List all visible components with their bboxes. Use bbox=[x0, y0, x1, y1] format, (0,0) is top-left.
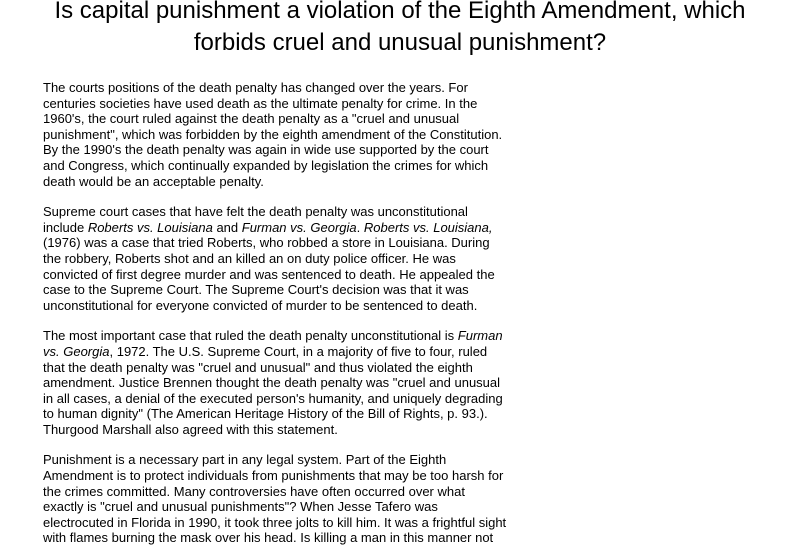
text-segment: the crimes committed. Many controversies have often occurred over what bbox=[43, 483, 465, 499]
text-segment: the robbery, Roberts shot and an killed an on duty police officer. He was bbox=[43, 250, 456, 266]
article-body bbox=[43, 80, 543, 559]
text-segment: (1976) was a case that tried Roberts, who robbed a store in Louisiana. During bbox=[43, 235, 490, 251]
case-name: Roberts vs. Louisiana bbox=[87, 219, 213, 235]
paragraph bbox=[43, 80, 543, 189]
paragraph-line bbox=[43, 360, 543, 376]
paragraph-line bbox=[43, 220, 543, 236]
text-segment: centuries societies have used death as the ultimate penalty for crime. In the bbox=[43, 95, 478, 111]
text-segment: death would be an acceptable penalty. bbox=[43, 173, 264, 189]
text-segment: and bbox=[212, 219, 242, 235]
paragraph-line bbox=[43, 127, 543, 143]
text-segment: and Congress, which continually expanded by legislation the crimes for which bbox=[43, 157, 489, 173]
text-segment: Amendment is to protect individuals from punishments that may be too harsh for bbox=[43, 468, 504, 484]
paragraph-line bbox=[43, 406, 543, 422]
paragraph-line bbox=[43, 468, 543, 484]
paragraph bbox=[43, 328, 543, 437]
text-segment: include bbox=[43, 219, 88, 235]
paragraph-line bbox=[43, 391, 543, 407]
paragraph-line bbox=[43, 174, 543, 190]
paragraph-line bbox=[43, 298, 543, 314]
case-name: Furman bbox=[457, 328, 503, 344]
paragraph-line bbox=[43, 328, 543, 344]
text-segment: . bbox=[356, 219, 364, 235]
text-segment: 1960's, the court ruled against the death penalty as a "cruel and unusual bbox=[43, 111, 460, 127]
text-segment: punishment", which was forbidden by the eighth amendment of the Constitution. bbox=[43, 126, 503, 142]
text-segment: with flames burning the mask over his head. Is killing a man in this manner not bbox=[43, 530, 494, 546]
text-segment: in all cases, a denial of the executed person's humanity, and uniquely degrading bbox=[43, 390, 503, 406]
text-segment: to human dignity" (The American Heritage History of the Bill of Rights, p. 93.). bbox=[43, 406, 488, 422]
text-segment: The most important case that ruled the death penalty unconstitutional is bbox=[43, 328, 458, 344]
paragraph-line bbox=[43, 204, 543, 220]
text-segment: Punishment is a necessary part in any legal system. Part of the Eighth bbox=[43, 452, 447, 468]
case-name: Roberts vs. Louisiana, bbox=[363, 219, 493, 235]
paragraph-line bbox=[43, 344, 543, 360]
paragraph-line bbox=[43, 235, 543, 251]
paragraph-line bbox=[43, 80, 543, 96]
text-segment: Supreme court cases that have felt the death penalty was unconstitutional bbox=[43, 204, 468, 220]
case-name: Furman vs. Georgia bbox=[241, 219, 357, 235]
text-segment: electrocuted in Florida in 1990, it took three jolts to kill him. It was a frightful sight bbox=[43, 514, 507, 530]
paragraph-line bbox=[43, 422, 543, 438]
paragraph-line bbox=[43, 452, 543, 468]
text-segment: , 1972. The U.S. Supreme Court, in a majority of five to four, ruled bbox=[109, 343, 488, 359]
paragraph-line bbox=[43, 251, 543, 267]
paragraph-line bbox=[43, 484, 543, 500]
case-name: vs. Georgia bbox=[43, 343, 110, 359]
paragraph-line bbox=[43, 96, 543, 112]
paragraph-line bbox=[43, 267, 543, 283]
text-segment: Thurgood Marshall also agreed with this statement. bbox=[43, 421, 338, 437]
paragraph-line bbox=[43, 515, 543, 531]
text-segment: The courts positions of the death penalty has changed over the years. For bbox=[43, 80, 468, 95]
paragraph-line bbox=[43, 499, 543, 515]
text-segment: exactly is "cruel and unusual punishments"? When Jesse Tafero was bbox=[43, 499, 438, 515]
text-segment: case to the Supreme Court. The Supreme Court's decision was that it was bbox=[43, 282, 469, 298]
paragraph-line bbox=[43, 111, 543, 127]
paragraph bbox=[43, 204, 543, 313]
paragraph-line bbox=[43, 375, 543, 391]
text-segment: By the 1990's the death penalty was again in wide use supported by the court bbox=[43, 142, 489, 158]
title-line: Is capital punishment a violation of the Eighth Amendment, which bbox=[54, 0, 746, 24]
text-segment: that the death penalty was "cruel and unusual" and thus violated the eighth bbox=[43, 359, 473, 375]
paragraph-line bbox=[43, 530, 543, 546]
text-segment: unconstitutional for everyone convicted of murder to be sentenced to death. bbox=[43, 297, 478, 313]
text-segment: convicted of first degree murder and was sentenced to death. He appealed the bbox=[43, 266, 495, 282]
page-title bbox=[0, 0, 800, 59]
paragraph-line bbox=[43, 142, 543, 158]
text-segment: amendment. Justice Brennen thought the death penalty was "cruel and unusual bbox=[43, 375, 501, 391]
paragraph bbox=[43, 452, 543, 546]
title-line: forbids cruel and unusual punishment? bbox=[193, 29, 607, 56]
paragraph-line bbox=[43, 158, 543, 174]
paragraph-line bbox=[43, 282, 543, 298]
